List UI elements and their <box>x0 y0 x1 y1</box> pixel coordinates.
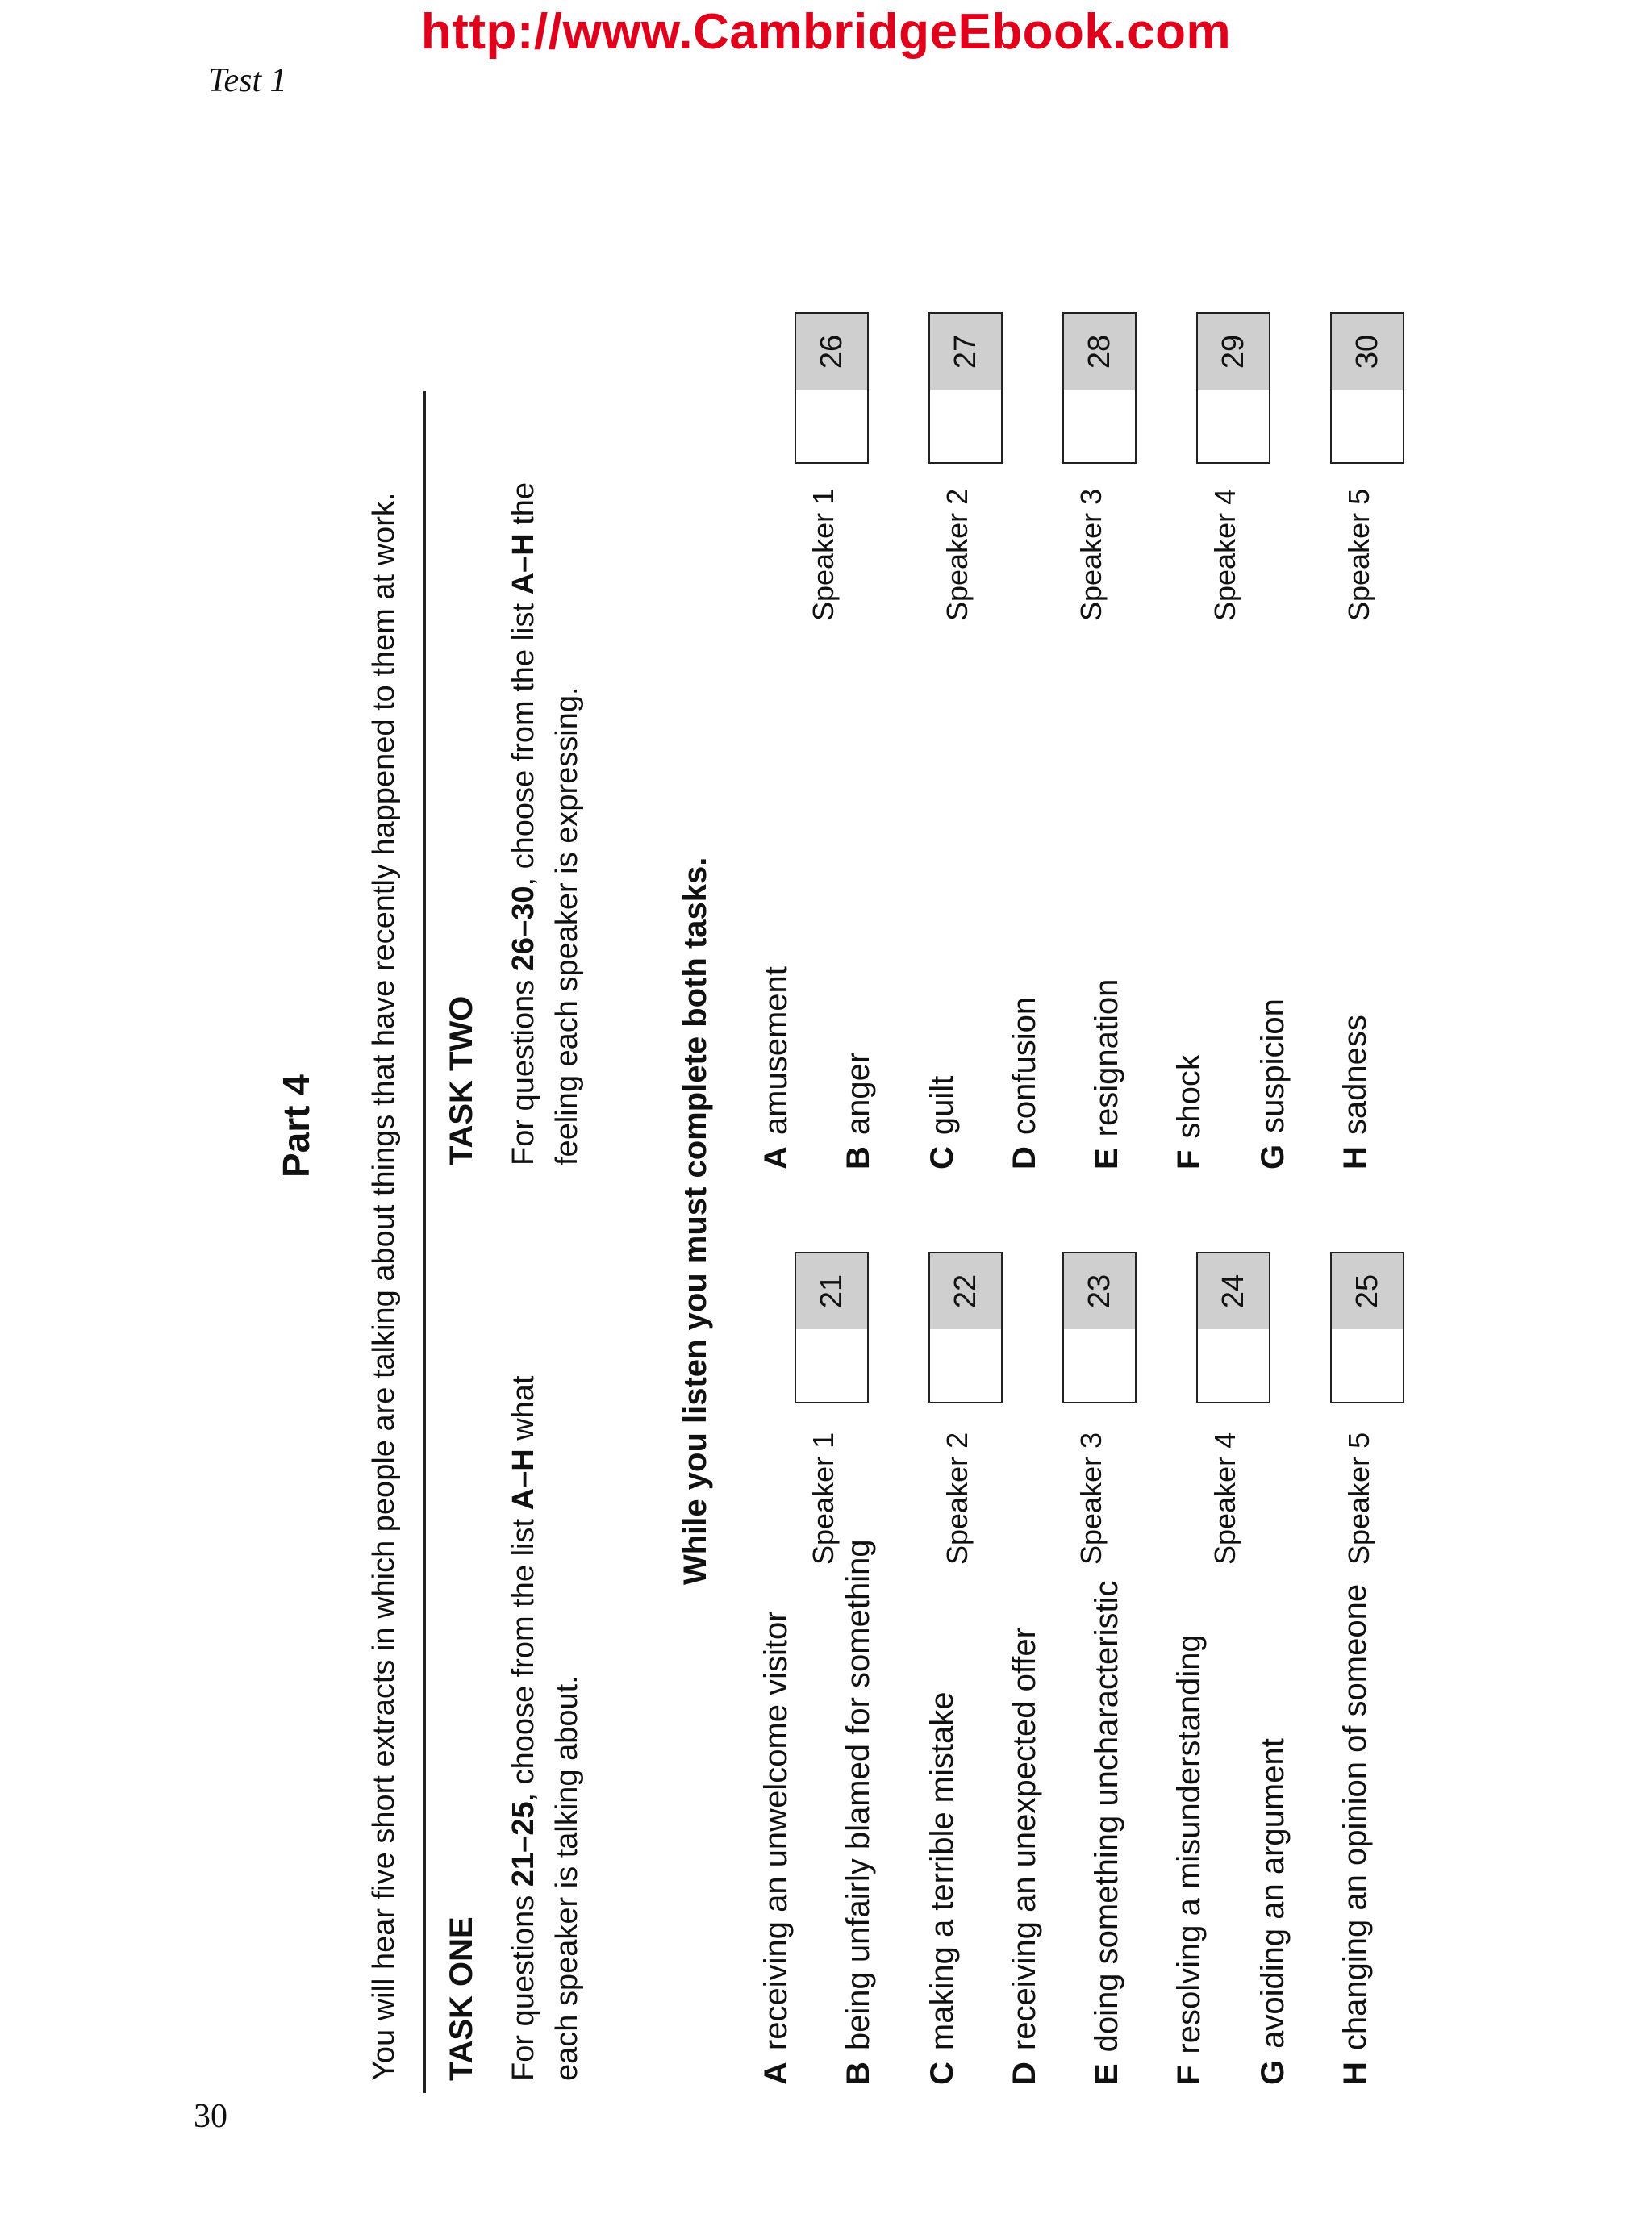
question-number: 27 <box>930 314 1001 390</box>
answer-input[interactable] <box>796 386 867 462</box>
task-one-option-f: Fresolving a misunderstanding <box>1171 1634 1207 2085</box>
question-number: 29 <box>1198 314 1269 390</box>
task-two-option-h: Hsadness <box>1337 1015 1373 1170</box>
question-number: 21 <box>796 1253 867 1329</box>
divider-rule <box>423 391 426 2093</box>
answer-box-30[interactable] <box>1330 312 1404 464</box>
task-one-option-g: Gavoiding an argument <box>1255 1738 1291 2085</box>
answer-input[interactable] <box>796 1326 867 1402</box>
answer-box-21[interactable] <box>795 1252 869 1403</box>
task-one-option-b: Bbeing unfairly blamed for something <box>841 1539 876 2085</box>
task-one-option-e: Edoing something uncharacteristic <box>1089 1580 1124 2085</box>
answer-box-25[interactable] <box>1330 1252 1404 1403</box>
answer-box-22[interactable] <box>928 1252 1003 1403</box>
question-number: 22 <box>930 1253 1001 1329</box>
task-one-option-c: Cmaking a terrible mistake <box>924 1691 960 2085</box>
answer-input[interactable] <box>1064 386 1135 462</box>
task-one-speaker-2: Speaker 2 <box>941 1432 974 1565</box>
task-two-speaker-4: Speaker 4 <box>1208 488 1241 621</box>
task-two-option-f: Fshock <box>1171 1054 1207 1170</box>
answer-box-27[interactable] <box>928 312 1003 464</box>
task-one-option-d: Dreceiving an unexpected offer <box>1007 1628 1042 2085</box>
part-intro: You will hear five short extracts in which people are talking about things that have recently happened to them at work. <box>367 492 401 2081</box>
while-listening-note: While you listen you must complete both tasks. <box>678 857 713 1585</box>
question-number: 25 <box>1332 1253 1403 1329</box>
answer-box-24[interactable] <box>1196 1252 1270 1403</box>
task-one-speaker-5: Speaker 5 <box>1342 1432 1375 1565</box>
task-one-option-a: Areceiving an unwelcome visitor <box>758 1611 794 2085</box>
task-two-option-e: Eresignation <box>1089 978 1124 1170</box>
part-title: Part 4 <box>275 1074 317 1178</box>
task-one-option-h: Hchanging an opinion of someone <box>1337 1583 1373 2085</box>
task-two-title: TASK TWO <box>444 995 479 1165</box>
answer-box-26[interactable] <box>795 312 869 464</box>
task-two-speaker-2: Speaker 2 <box>941 488 974 621</box>
answer-input[interactable] <box>1198 1326 1269 1402</box>
source-url[interactable]: http://www.CambridgeEbook.com <box>420 4 1232 60</box>
answer-input[interactable] <box>930 386 1001 462</box>
task-one-speaker-4: Speaker 4 <box>1208 1432 1241 1565</box>
task-two-option-c: Cguilt <box>924 1075 960 1170</box>
answer-input[interactable] <box>1198 386 1269 462</box>
task-one-title: TASK ONE <box>444 1916 479 2081</box>
answer-input[interactable] <box>1332 1326 1403 1402</box>
answer-input[interactable] <box>1064 1326 1135 1402</box>
task-two-option-b: Banger <box>841 1052 876 1170</box>
answer-box-23[interactable] <box>1062 1252 1137 1403</box>
task-two-option-d: Dconfusion <box>1007 996 1042 1170</box>
running-title: Test 1 <box>208 62 287 99</box>
task-two-speaker-3: Speaker 3 <box>1074 488 1108 621</box>
task-one-speaker-1: Speaker 1 <box>807 1432 840 1565</box>
question-number: 24 <box>1198 1253 1269 1329</box>
answer-box-28[interactable] <box>1062 312 1137 464</box>
task-two-option-a: Aamusement <box>758 966 794 1170</box>
task-two-speaker-5: Speaker 5 <box>1342 488 1375 621</box>
question-number: 23 <box>1064 1253 1135 1329</box>
question-number: 26 <box>796 314 867 390</box>
page-number: 30 <box>194 2098 227 2135</box>
question-number: 30 <box>1332 314 1403 390</box>
task-two-speaker-1: Speaker 1 <box>807 488 840 621</box>
task-two-instruction: For questions 26–30, choose from the list A–H the feeling each speaker is expressing. <box>507 482 584 1165</box>
task-two-option-g: Gsuspicion <box>1255 999 1291 1170</box>
answer-input[interactable] <box>1332 386 1403 462</box>
rotated-page-content <box>275 137 1549 2113</box>
question-number: 28 <box>1064 314 1135 390</box>
answer-box-29[interactable] <box>1196 312 1270 464</box>
answer-input[interactable] <box>930 1326 1001 1402</box>
task-one-speaker-3: Speaker 3 <box>1074 1432 1108 1565</box>
task-one-instruction: For questions 21–25, choose from the list A–H what each speaker is talking about. <box>507 1375 584 2081</box>
